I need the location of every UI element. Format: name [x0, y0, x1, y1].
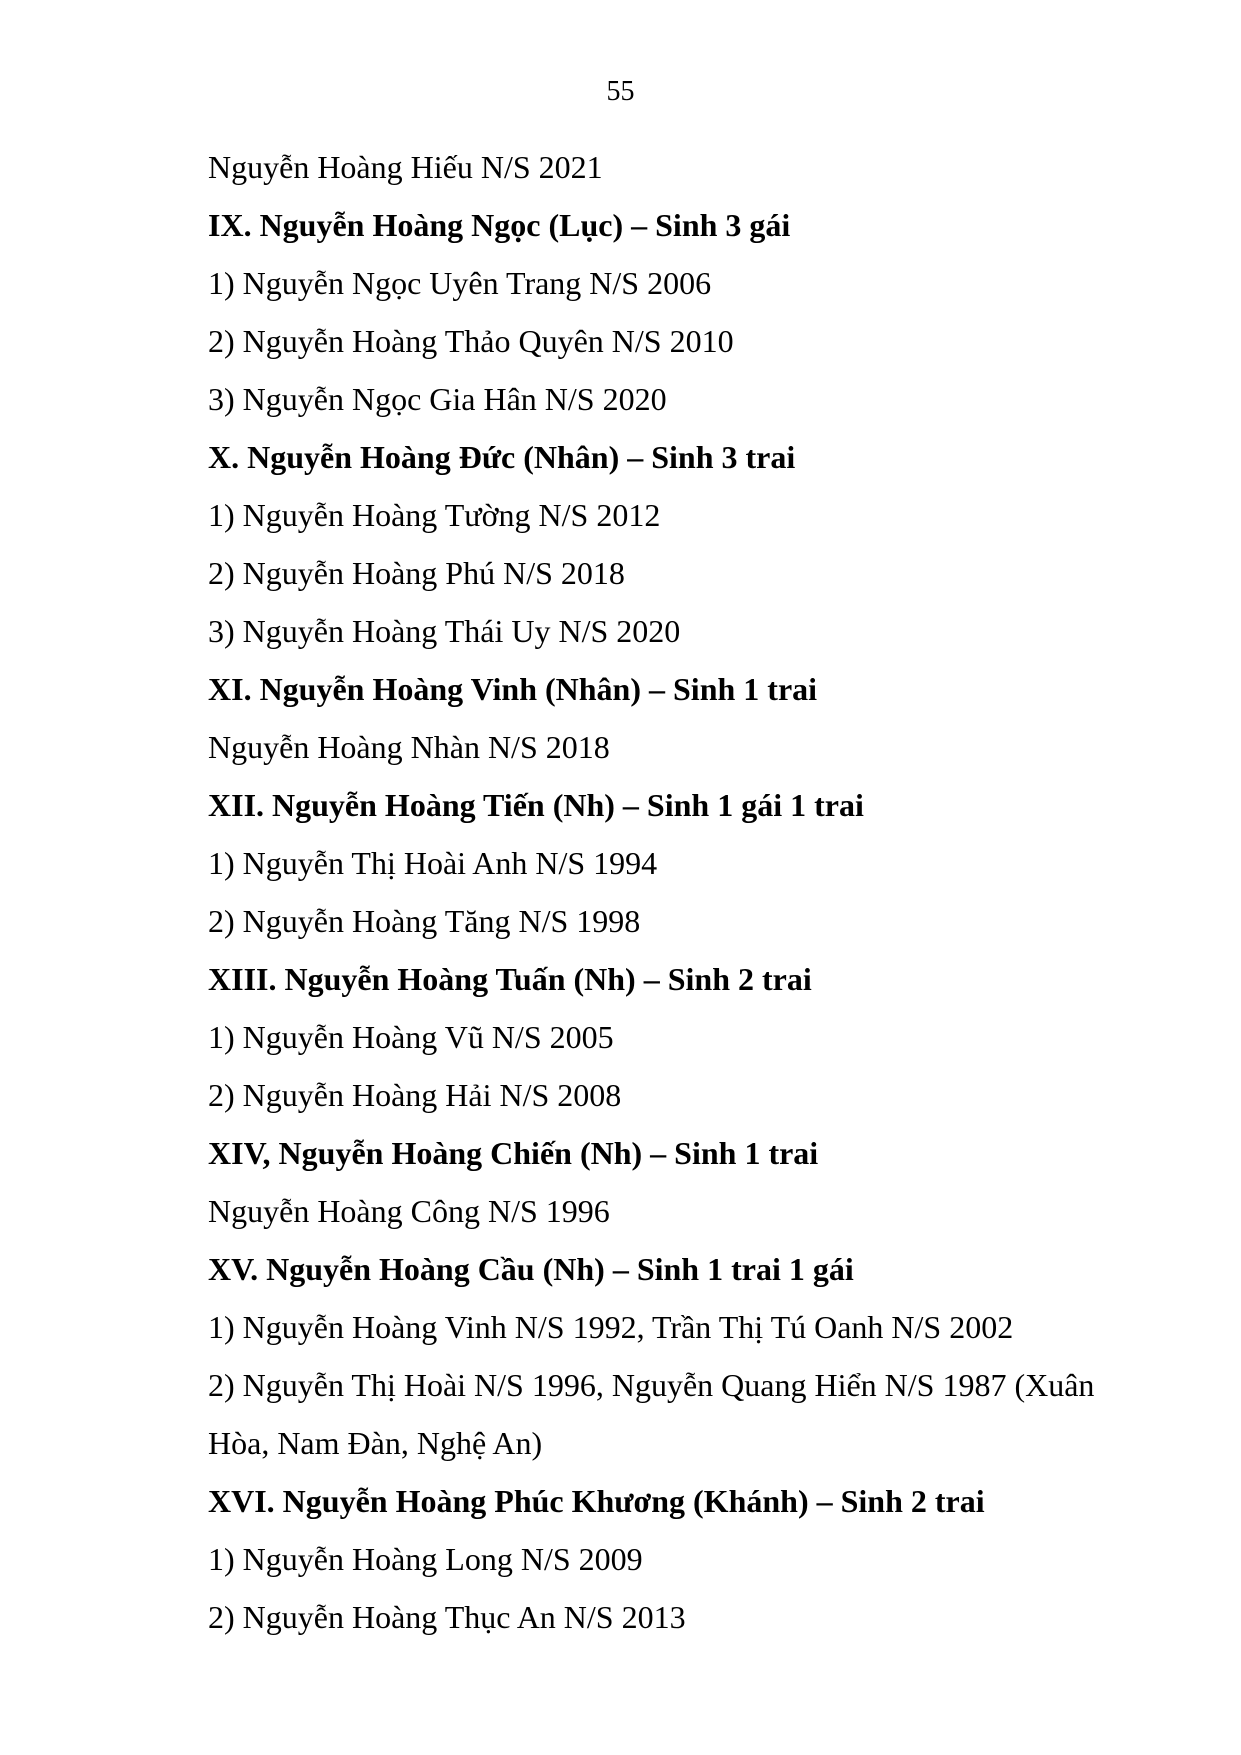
- section-heading: XI. Nguyễn Hoàng Vinh (Nhân) – Sinh 1 trai: [208, 671, 818, 707]
- text-line: 2) Nguyễn Hoàng Thảo Quyên N/S 2010: [208, 323, 734, 359]
- text-line: 1) Nguyễn Hoàng Vinh N/S 1992, Trần Thị Tú Oanh N/S 2002: [208, 1309, 1014, 1345]
- text-line: 3) Nguyễn Ngọc Gia Hân N/S 2020: [208, 381, 667, 417]
- section-heading: XVI. Nguyễn Hoàng Phúc Khương (Khánh) – Sinh 2 trai: [208, 1483, 985, 1519]
- text-line: Nguyễn Hoàng Hiếu N/S 2021: [208, 149, 603, 185]
- text-line: 3) Nguyễn Hoàng Thái Uy N/S 2020: [208, 613, 681, 649]
- text-line: Hòa, Nam Đàn, Nghệ An): [208, 1425, 543, 1461]
- text-line: 1) Nguyễn Hoàng Vũ N/S 2005: [208, 1019, 614, 1055]
- section-heading: XIII. Nguyễn Hoàng Tuấn (Nh) – Sinh 2 trai: [208, 961, 812, 997]
- text-line: 2) Nguyễn Hoàng Hải N/S 2008: [208, 1077, 622, 1113]
- page-number: 55: [606, 76, 635, 107]
- text-line: Nguyễn Hoàng Công N/S 1996: [208, 1193, 610, 1229]
- text-line: 2) Nguyễn Hoàng Thục An N/S 2013: [208, 1599, 686, 1635]
- text-line: Nguyễn Hoàng Nhàn N/S 2018: [208, 729, 610, 765]
- section-heading: XIV, Nguyễn Hoàng Chiến (Nh) – Sinh 1 trai: [208, 1135, 819, 1171]
- section-heading: IX. Nguyễn Hoàng Ngọc (Lục) – Sinh 3 gái: [208, 207, 791, 243]
- section-heading: XV. Nguyễn Hoàng Cầu (Nh) – Sinh 1 trai 1 gái: [208, 1251, 854, 1287]
- text-lines: [208, 138, 1168, 1646]
- text-line: 1) Nguyễn Thị Hoài Anh N/S 1994: [208, 845, 658, 881]
- text-line: 2) Nguyễn Thị Hoài N/S 1996, Nguyễn Quang Hiển N/S 1987 (Xuân: [208, 1367, 1095, 1403]
- section-heading: XII. Nguyễn Hoàng Tiến (Nh) – Sinh 1 gái 1 trai: [208, 787, 864, 823]
- text-line: 2) Nguyễn Hoàng Tăng N/S 1998: [208, 903, 641, 939]
- text-line: 2) Nguyễn Hoàng Phú N/S 2018: [208, 555, 625, 591]
- text-line: 1) Nguyễn Hoàng Long N/S 2009: [208, 1541, 643, 1577]
- text-line: 1) Nguyễn Ngọc Uyên Trang N/S 2006: [208, 265, 712, 301]
- text-line: 1) Nguyễn Hoàng Tường N/S 2012: [208, 497, 661, 533]
- section-heading: X. Nguyễn Hoàng Đức (Nhân) – Sinh 3 trai: [208, 439, 796, 475]
